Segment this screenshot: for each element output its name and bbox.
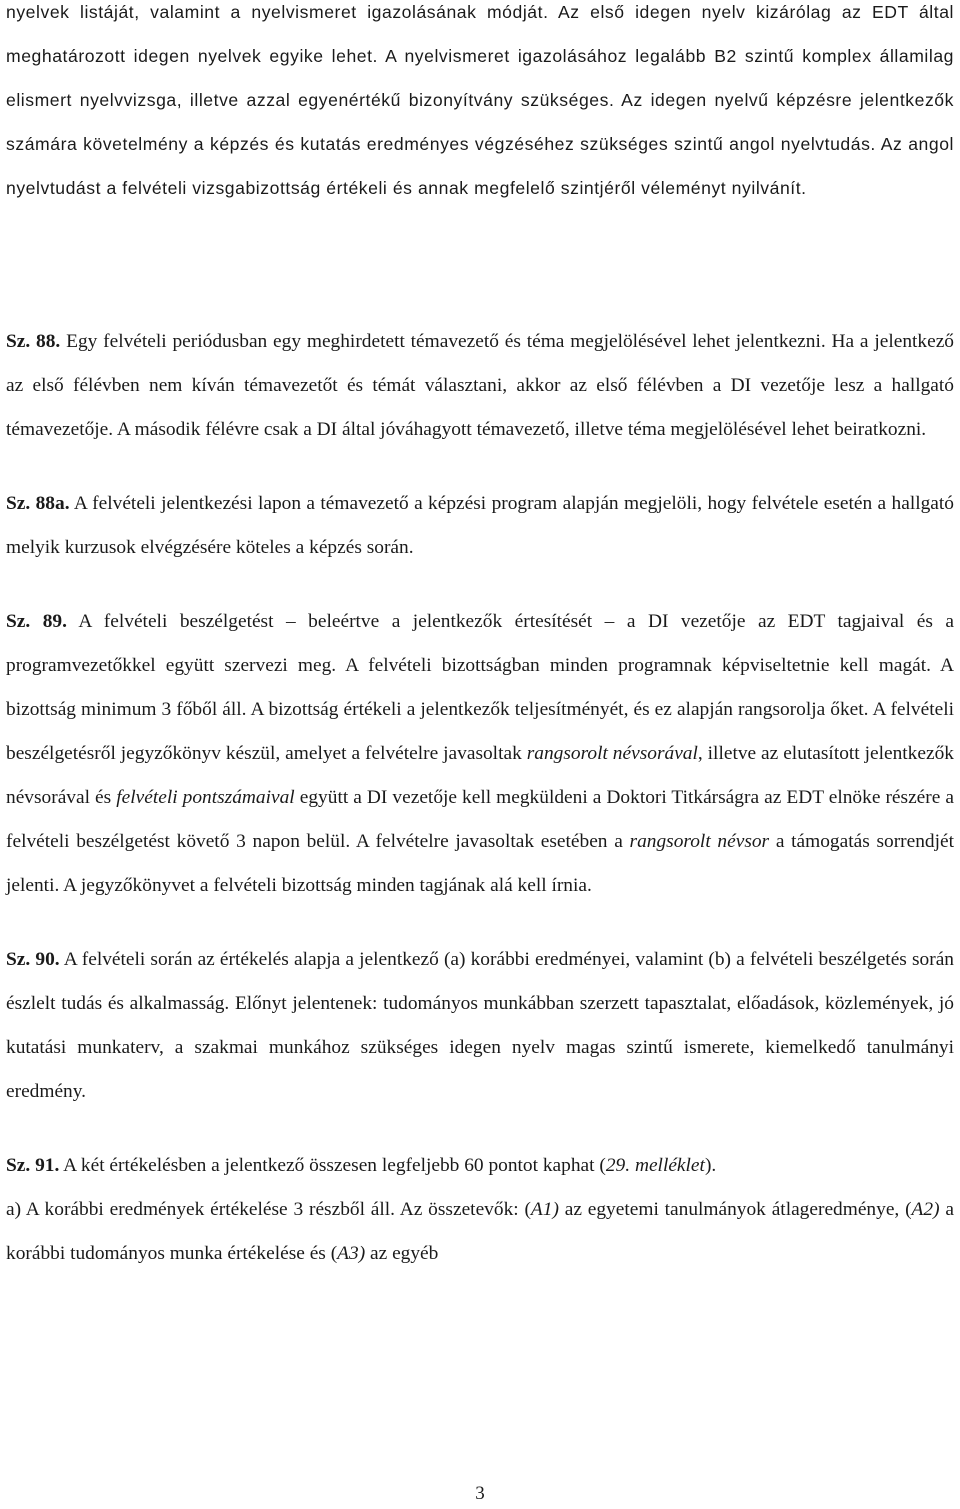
section-text: A két értékelésben a jelentkező összesen legfeljebb 60 pontot kaphat (	[59, 1155, 606, 1176]
section-text: A felvételi beszélgetést – beleértve a jelentkezők értesítését – a DI vezetője az EDT tagjaival és a programvezetőkkel együtt szervezi meg. A felvételi bizottságban minden programnak képviseltetnie kell magát. A bizottság minimum 3 főből áll. A bizottság értékeli a jelentkezők teljesítményét, és ez alapján rangsorolja őket. A felvételi beszélgetésről jegyzőkönyv készül, amelyet a felvételre javasoltak	[6, 611, 954, 764]
page-number: 3	[475, 1483, 485, 1504]
section-91-a	[6, 1188, 954, 1276]
section-text: ).	[704, 1155, 717, 1176]
italic-term: rangsorolt névsor	[629, 831, 770, 852]
section-text: , illetve az elutasított jelentkezők névsorával és	[6, 743, 954, 808]
section-text: az egyetemi tanulmányok átlageredménye, (	[558, 1199, 912, 1220]
section-label: Sz. 89.	[6, 611, 67, 632]
italic-term: 29. melléklet	[605, 1155, 705, 1176]
section-89	[6, 600, 954, 908]
paragraph-gap	[6, 1114, 954, 1144]
section-text: A felvételi jelentkezési lapon a témavezető a képzési program alapján megjelöli, hogy felvétele esetén a hallgató melyik kurzusok elvégzésére köteles a képzés során.	[6, 493, 954, 558]
paragraph-gap	[6, 570, 954, 600]
section-label: Sz. 90.	[6, 949, 60, 970]
italic-term: A1)	[530, 1199, 559, 1220]
section-text: együtt a DI vezetője kell megküldeni a Doktori Titkárságra az EDT elnöke részére a felvételi beszélgetést követő 3 napon belül. A felvételre javasoltak esetében a	[6, 787, 955, 852]
section-text: Egy felvételi periódusban egy meghirdetett témavezető és téma megjelölésével lehet jelentkezni. Ha a jelentkező az első félévben nem kíván témavezetőt és témát választani, akkor az első félévben a DI vezetője lesz a hallgató témavezetője. A második félévre csak a DI által jóváhagyott témavezető, illetve téma megjelölésével lehet beiratkozni.	[6, 331, 954, 440]
italic-term: rangsorolt névsorával	[526, 743, 698, 764]
paragraph-text: nyelvek listáját, valamint a nyelvismeret igazolásának módját. Az első idegen nyelv kizárólag az EDT által meghatározott idegen nyelvek egyike lehet. A nyelvismeret igazolásához legalább B2 szintű komplex államilag elismert nyelvvizsga, illetve azzal egyenértékű bizonyítvány szükséges. Az idegen nyelvű képzésre jelentkezők számára követelmény a képzés és kutatás eredményes végzéséhez szükséges szintű angol nyelvtudás. Az angol nyelvtudást a felvételi vizsgabizottság értékeli és annak megfelelő szintjéről véleményt nyilvánít.	[6, 2, 954, 198]
paragraph-gap	[6, 452, 954, 482]
italic-term: A2)	[911, 1199, 940, 1220]
section-label: Sz. 88.	[6, 331, 61, 352]
section-text: A felvételi során az értékelés alapja a jelentkező (a) korábbi eredményei, valamint (b) a felvételi beszélgetés során észlelt tudás és alkalmasság. Előnyt jelentenek: tudományos munkábban szerzett tapasztalat, előadások, közlemények, jó kutatási munkaterv, a szakmai munkához szükséges idegen nyelv magas szintű ismerete, kiemelkedő tanulmányi eredmény.	[6, 949, 954, 1102]
section-88	[6, 320, 954, 452]
section-text: az egyéb	[365, 1243, 439, 1264]
section-label: Sz. 88a.	[6, 493, 70, 514]
italic-term: A3)	[337, 1243, 366, 1264]
paragraph-gap	[6, 908, 954, 938]
italic-term: felvételi pontszámaival	[116, 787, 295, 808]
paragraph-language-requirements	[6, 0, 954, 210]
section-91	[6, 1144, 954, 1188]
section-90	[6, 938, 954, 1114]
section-label: Sz. 91.	[6, 1155, 60, 1176]
section-88a	[6, 482, 954, 570]
document-body	[6, 320, 954, 1276]
section-text: a korábbi tudományos munka értékelése és (	[6, 1199, 954, 1264]
section-text: a támogatás sorrendjét jelenti. A jegyzőkönyvet a felvételi bizottság minden tagjának alá kell írnia.	[6, 831, 954, 896]
section-text: a) A korábbi eredmények értékelése 3 részből áll. Az összetevők: (	[6, 1199, 531, 1220]
